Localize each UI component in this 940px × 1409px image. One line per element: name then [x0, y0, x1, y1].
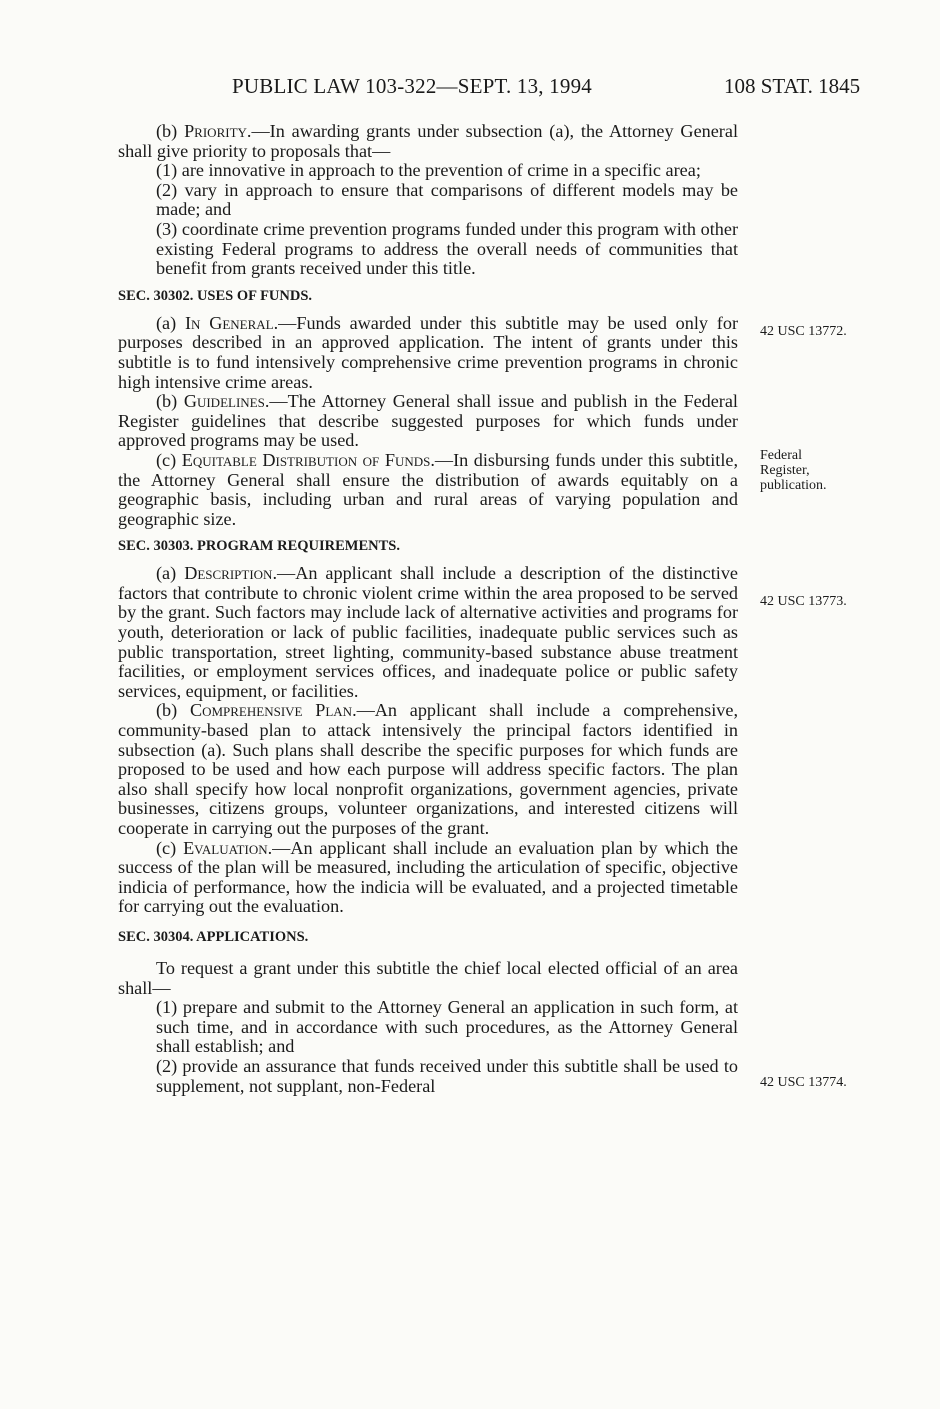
priority-item-2: (2) vary in approach to ensure that comparisons of different models may be made; and — [156, 179, 738, 220]
document-body — [118, 122, 738, 1096]
section-30304-intro: To request a grant under this subtitle the chief local elected official of an area shall— — [118, 957, 738, 998]
page-header-stat: 108 STAT. 1845 — [724, 74, 861, 98]
priority-item-1: (1) are innovative in approach to the prevention of crime in a specific area; — [156, 160, 701, 181]
section-30302-c: (c) Equitable Distribution of Funds.—In disbursing funds under this subtitle, the Attorney General shall ensure the distribution of awards equitably on a geographic basis, including urban and rural areas of varying population and geographic size. — [118, 449, 738, 529]
sidenote-usc-13773: 42 USC 13773. — [760, 594, 847, 609]
section-30304-item-1: (1) prepare and submit to the Attorney General an application in such form, at such time, and in accordance with such procedures, as the Attorney General shall establish; and — [156, 997, 738, 1057]
sidenote-usc-13774: 42 USC 13774. — [760, 1075, 847, 1090]
section-30302-heading: SEC. 30302. USES OF FUNDS. — [118, 287, 313, 304]
section-30304-item-2: (2) provide an assurance that funds received under this subtitle shall be used to supplement, not supplant, non-Federal — [156, 1055, 738, 1096]
sidenote-federal-register: Federal Register, publication. — [760, 448, 827, 493]
section-30303-a: (a) Description.—An applicant shall include a description of the distinctive factors that contribute to chronic violent crime within the area proposed to be served by the grant. Such factors may include lack of alternative activities and programs for youth, deterioration or lack of public facilities, inadequate public services such as public transportation, street lighting, community-based substance abuse treatment facilities, or employment services offices, and inadequate police or public safety services, equipment, or facilities. — [118, 563, 738, 701]
section-30302-a: (a) In General.—Funds awarded under this subtitle may be used only for purposes described in an approved application. The intent of grants under this subtitle is to fund intensively comprehensive crime prevention programs in chronic high intensive crime areas. — [118, 312, 739, 392]
section-30302-b: (b) Guidelines.—The Attorney General shall issue and publish in the Federal Register guidelines that describe suggested purposes for which funds under approved programs may be used. — [118, 391, 738, 451]
section-30304-heading: SEC. 30304. APPLICATIONS. — [118, 928, 309, 945]
priority-paragraph: (b) Priority.—In awarding grants under subsection (a), the Attorney General shall give priority to proposals that— — [118, 121, 738, 161]
section-30303-c: (c) Evaluation.—An applicant shall include an evaluation plan by which the success of the plan will be measured, including the articulation of specific, objective indicia of performance, how the indicia will be evaluated, and a projected timetable for carrying out the evaluation. — [118, 837, 739, 917]
section-30303-heading: SEC. 30303. PROGRAM REQUIREMENTS. — [118, 538, 400, 555]
page-header-title: PUBLIC LAW 103-322—SEPT. 13, 1994 — [232, 74, 592, 98]
section-30303-b: (b) Comprehensive Plan.—An applicant shall include a comprehensive, community-based plan to attack intensively the principal factors identified in subsection (a). Such plans shall describe the specific purposes for which funds are proposed to be used and how each purpose will address specific factors. The plan also shall specify how local nonprofit organizations, government agencies, private businesses, citizens groups, volunteer organizations, and interested citizens will cooperate in carrying out the purposes of the grant. — [118, 700, 738, 838]
priority-heading: Priority — [184, 121, 247, 141]
priority-item-3: (3) coordinate crime prevention programs funded under this program with other existing Federal programs to address the overall needs of communities that benefit from grants received under this title. — [156, 218, 738, 279]
sidenote-usc-13772: 42 USC 13772. — [760, 324, 847, 339]
